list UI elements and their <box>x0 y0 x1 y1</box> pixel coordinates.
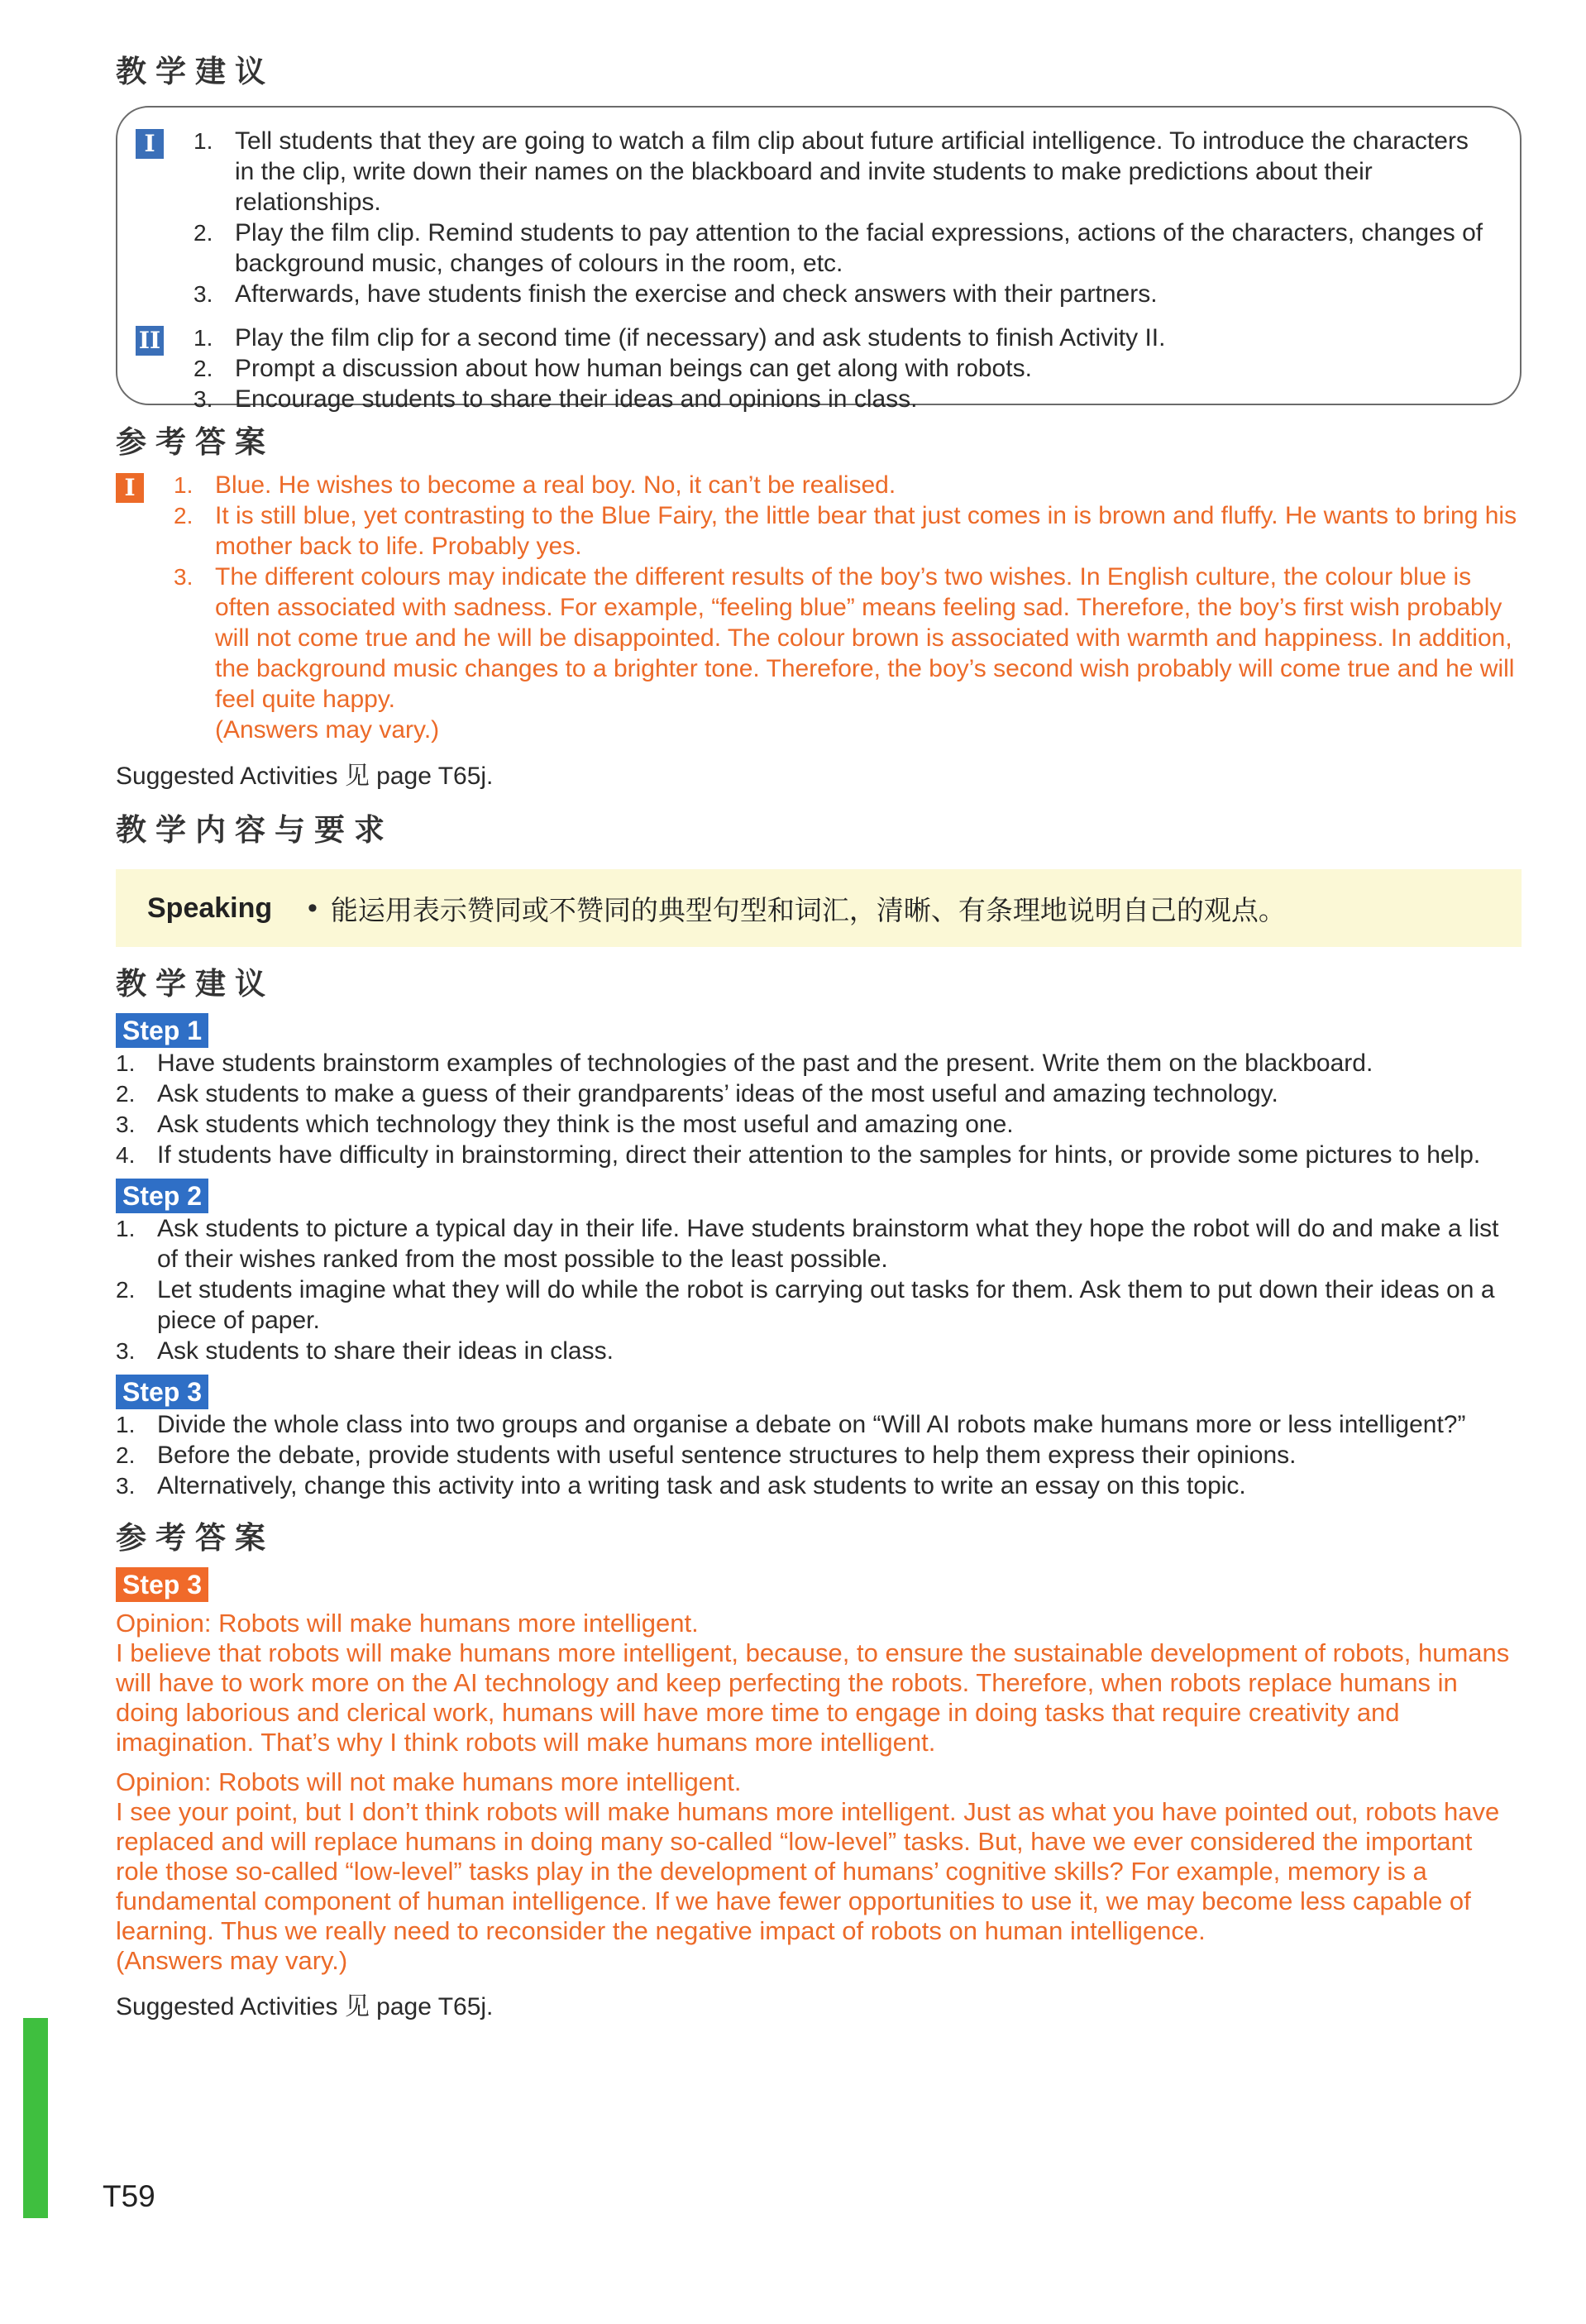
list-item: 3. The different colours may indicate the different results of the boy’s two wishes. In English culture, the colour blue is often associated with sadness. For example, “feeling blue” means feeling sad. Therefore, the boy’s first wish probably will not come true and he will be disappointed. The colour brown is associated with warmth and happiness. In addition, the background music changes to a brighter tone. Therefore, the boy’s second wish probably will come true and he will feel quite happy. <box>174 563 1515 713</box>
debate-answers <box>116 1609 1522 1976</box>
list-item: 2. Prompt a discussion about how human beings can get along with robots. <box>193 355 1032 382</box>
group-ii <box>136 323 1487 414</box>
step-3-answer-label: Step 3 <box>116 1567 208 1602</box>
list-item: 1. Have students brainstorm examples of technologies of the past and the present. Write them on the blackboard. <box>116 1050 1373 1077</box>
roman-badge-answer-i: I <box>116 473 144 503</box>
side-color-bar <box>23 2018 48 2218</box>
section-heading-reference-answers-2: 参考答案 <box>116 1520 275 1556</box>
list-item: 1. Tell students that they are going to watch a film clip about future artificial intelligence. To introduce the characters in the clip, write down their names on the blackboard and invite students to make predictions about their relationships. <box>193 127 1469 216</box>
answers-may-vary-2: (Answers may vary.) <box>116 1946 348 1975</box>
list-item: 1. Divide the whole class into two groups and organise a debate on “Will AI robots make humans more or less intelligent?” <box>116 1411 1466 1438</box>
step-3-label: Step 3 <box>116 1375 208 1409</box>
roman-badge-i: I <box>136 129 164 159</box>
answers-list <box>174 470 1522 745</box>
group-i <box>136 126 1487 309</box>
page-number: T59 <box>103 2179 155 2213</box>
opinion-1-title: Opinion: Robots will make humans more intelligent. <box>116 1609 699 1638</box>
list-item: 3. Ask students to share their ideas in class. <box>116 1337 614 1365</box>
list-item: 3. Encourage students to share their ideas and opinions in class. <box>193 385 918 413</box>
opinion-1-body: I believe that robots will make humans more intelligent, because, to ensure the sustainable development of robots, humans will have to work more on the AI technology and keep perfecting the robots. Therefore, when robots replace humans in doing laborious and clerical work, humans will have more time to engage in doing tasks that require creativity and imagination. That’s why I think robots will make humans more intelligent. <box>116 1638 1510 1757</box>
answers-may-vary: (Answers may vary.) <box>215 716 440 744</box>
teaching-suggestions-box <box>116 106 1522 413</box>
list-item: 2. Ask students to make a guess of their grandparents’ ideas of the most useful and amazing technology. <box>116 1080 1278 1107</box>
opinion-2-body: I see your point, but I don’t think robots will make humans more intelligent. Just as what you have pointed out, robots have replaced and will replace humans in doing many so-called “low-level” tasks. But, have we ever considered the important role those so-called “low-level” tasks play in the development of humans’ cognitive skills? For example, memory is a fundamental component of human intelligence. If we have fewer opportunities to use it, we may become less capable of learning. Thus we really need to reconsider the negative impact of robots on human intelligence. <box>116 1797 1500 1945</box>
list-item: 3. Ask students which technology they think is the most useful and amazing one. <box>116 1111 1014 1138</box>
roman-badge-ii: II <box>136 326 164 356</box>
list-item <box>174 715 1522 745</box>
bullet: • <box>308 892 318 924</box>
requirements-band <box>116 869 1522 947</box>
section-heading-content-requirements: 教学内容与要求 <box>116 812 394 848</box>
step-2-list <box>116 1213 1522 1366</box>
step-1-list <box>116 1048 1522 1170</box>
step-3-list <box>116 1409 1522 1501</box>
group-i-list <box>193 126 1487 309</box>
opinion-2-title: Opinion: Robots will not make humans more intelligent. <box>116 1767 742 1796</box>
requirements-text: 能运用表示赞同或不赞同的典型句型和词汇，清晰、有条理地说明自己的观点。 <box>330 893 1286 926</box>
step-2-label: Step 2 <box>116 1179 208 1213</box>
list-item: 3. Alternatively, change this activity into a writing task and ask students to write an essay on this topic. <box>116 1472 1246 1499</box>
section-heading-reference-answers: 参考答案 <box>116 424 275 460</box>
list-item: 1. Play the film clip for a second time (if necessary) and ask students to finish Activity II. <box>193 324 1166 351</box>
group-ii-list <box>193 323 1487 414</box>
list-item: 1. Blue. He wishes to become a real boy. No, it can’t be realised. <box>174 471 896 499</box>
list-item: 2. Before the debate, provide students with useful sentence structures to help them express their opinions. <box>116 1442 1297 1469</box>
list-item: 2. Let students imagine what they will do while the robot is carrying out tasks for them. Ask them to put down their ideas on a piece of paper. <box>116 1276 1495 1334</box>
suggested-activities-note: Suggested Activities 见 page T65j. <box>116 763 494 790</box>
suggested-activities-note-2: Suggested Activities 见 page T65j. <box>116 1993 494 2020</box>
requirements-label: Speaking <box>147 892 273 924</box>
list-item: 4. If students have difficulty in brainstorming, direct their attention to the samples for hints, or provide some pictures to help. <box>116 1141 1481 1169</box>
answers-group-i <box>116 470 1522 745</box>
list-item: 3. Afterwards, have students finish the exercise and check answers with their partners. <box>193 280 1158 308</box>
list-item: 2. It is still blue, yet contrasting to the Blue Fairy, the little bear that just comes in is brown and fluffy. He wants to bring his mother back to life. Probably yes. <box>174 502 1517 560</box>
section-heading-teaching-suggestions: 教学建议 <box>116 54 275 89</box>
list-item: 1. Ask students to picture a typical day in their life. Have students brainstorm what they hope the robot will do and make a list of their wishes ranked from the most possible to the least possible. <box>116 1215 1499 1273</box>
list-item: 2. Play the film clip. Remind students to pay attention to the facial expressions, actions of the characters, changes of background music, changes of colours in the room, etc. <box>193 219 1483 277</box>
section-heading-teaching-suggestions-2: 教学建议 <box>116 966 275 1002</box>
step-1-label: Step 1 <box>116 1013 208 1048</box>
